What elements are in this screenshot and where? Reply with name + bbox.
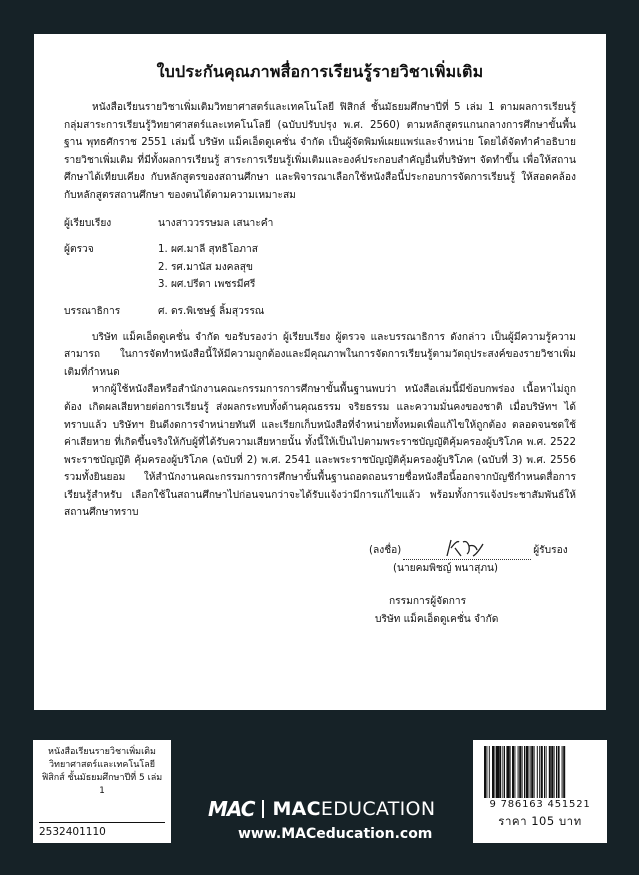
book-code: 2532401110 <box>39 826 106 838</box>
brand-separator <box>262 800 264 818</box>
brand-logo <box>208 797 458 821</box>
editor-label: บรรณาธิการ <box>64 305 121 317</box>
editor-row <box>64 303 576 321</box>
author-label: ผู้เรียบเรียง <box>64 217 112 229</box>
credits-section <box>64 215 576 321</box>
reviewer-item: 3. ผศ.ปรีดา เพชรมีศรี <box>158 279 256 291</box>
signature-dots <box>403 550 531 560</box>
signer-organization <box>375 593 576 628</box>
signer-company: บริษัท แม็คเอ็ดดูเคชั่น จำกัด <box>375 613 499 625</box>
reviewers-row <box>64 241 576 294</box>
signer-name: (นายคมพิชญ์ พนาสุภน) <box>393 562 498 574</box>
isbn-number: 9 786163 451521 <box>489 799 591 810</box>
page-title: ใบประกันคุณภาพสื่อการเรียนรู้รายวิชาเพิ่มเติม <box>156 62 484 81</box>
intro-paragraph: หนังสือเรียนรายวิชาเพิ่มเติมวิทยาศาสตร์และเทคโนโลยี ฟิสิกส์ ชั้นมัธยมศึกษาปีที่ 5 เล่ม 1 ตามผลการเรียนรู้ กลุ่มสาระการเรียนรู้วิทยาศาสตร์และเทคโนโลยี (ฉบับปรับปรุง พ.ศ. 2560) ตามหลักสูตรแกนกลางการศึกษาขั้นพื้นฐาน พุทธศักราช 2551 เล่มนี้ บริษัท แม็คเอ็ดดูเคชั่น จำกัด เป็นผู้จัดพิมพ์เผยแพร่และจำหน่าย โดยได้จัดทำคำอธิบายรายวิชาเพิ่มเติม ที่มีทั้งผลการเรียนรู้ สาระการเรียนรู้เพิ่มเติมและองค์ประกอบสำคัญอื่นที่บริษัทฯ จัดทำขึ้น เพื่อให้สถานศึกษาได้เทียบเคียง กับหลักสูตรของสถานศึกษา และพิจารณาเลือกใช้หนังสือนี้ประกอบการจัดการเรียนรู้ ให้สอดคล้องกับหลักสูตรสถานศึกษา ของตนได้ตามความเหมาะสม <box>64 102 576 201</box>
handwritten-signature <box>443 536 487 560</box>
brand-name-rest: EDUCATION <box>320 798 436 820</box>
signer-position: กรรมการผู้จัดการ <box>389 596 467 608</box>
reviewer-item: 2. รศ.มานัส มงคลสุข <box>158 261 253 273</box>
book-title-line: หนังสือเรียนรายวิชาเพิ่มเติม <box>48 747 156 757</box>
author-name: นางสาววรรษมล เสนาะคำ <box>158 217 274 229</box>
signed-suffix: ผู้รับรอง <box>533 545 568 557</box>
brand-name <box>272 798 435 820</box>
signature-block <box>369 542 576 628</box>
price-label: ราคา 105 บาท <box>498 814 582 828</box>
divider <box>39 822 165 823</box>
liability-paragraph: หากผู้ใช้หนังสือหรือสำนักงานคณะกรรมการการศึกษาขั้นพื้นฐานพบว่า หนังสือเล่มนี้มีข้อบกพร่อง เนื้อหาไม่ถูกต้อง เกิดผลเสียหายต่อการเรียนรู้ ส่งผลกระทบทั้งด้านคุณธรรม จริยธรรม และความมั่นคงของชาติ เมื่อบริษัทฯ ได้ทราบแล้ว บริษัทฯ ยินดีงดการจำหน่ายทันที และเรียกเก็บหนังสือที่จำหน่ายทั้งหมดเพื่อแก้ไขให้ถูกต้อง ตลอดจนชดใช้ค่าเสียหาย ที่เกิดขึ้นจริงให้กับผู้ที่ได้รับความเสียหายนั้น ทั้งนี้ให้เป็นไปตามพระราชบัญญัติคุ้มครองผู้บริโภค พ.ศ. 2522 พระราชบัญญัติ คุ้มครองผู้บริโภค (ฉบับที่ 2) พ.ศ. 2541 และพระราชบัญญัติคุ้มครองผู้บริโภค (ฉบับที่ 3) พ.ศ. 2556 รวมทั้งยินยอม ให้สำนักงานคณะกรรมการการศึกษาขั้นพื้นฐานถอดถอนรายชื่อหนังสือนี้ออกจากบัญชีกำหนดสื่อการเรียนรู้สำหรับ เลือกใช้ในสถานศึกษาไปก่อนจนกว่าจะได้รับแจ้งว่ามีการแก้ไขแล้ว พร้อมทั้งการแจ้งประชาสัมพันธ์ให้สถานศึกษาทราบ <box>64 384 576 519</box>
reviewers-label: ผู้ตรวจ <box>64 244 94 256</box>
signed-prefix: (ลงชื่อ) <box>369 545 402 557</box>
reviewers-list <box>158 241 258 294</box>
certification-paragraph: บริษัท แม็คเอ็ดดูเคชั่น จำกัด ขอรับรองว่า ผู้เรียบเรียง ผู้ตรวจ และบรรณาธิการ ดังกล่าว เป็นผู้มีความรู้ความสามารถ ในการจัดทำหนังสือนี้ให้มีความถูกต้องและมีคุณภาพในการจัดการเรียนรู้ตามวัตถุประสงค์ของรายวิชาเพิ่มเติมที่กำหนด <box>64 331 576 378</box>
barcode-box <box>473 740 607 843</box>
book-title-line: วิทยาศาสตร์และเทคโนโลยี <box>48 760 156 770</box>
editor-name: ศ. ดร.พิเชษฐ์ ลิ้มสุวรรณ <box>158 305 265 317</box>
signature-line <box>369 542 576 560</box>
certificate-page <box>34 34 606 710</box>
brand-mark: MAC <box>208 797 255 821</box>
barcode-icon <box>483 746 597 798</box>
author-row <box>64 215 576 233</box>
book-title-line: ฟิสิกส์ ชั้นมัธยมศึกษาปีที่ 5 เล่ม 1 <box>41 773 163 796</box>
reviewer-item: 1. ผศ.มาลี สุทธิโอภาส <box>158 244 258 256</box>
website-url: www.MACeducation.com <box>238 826 433 842</box>
book-info-box <box>33 740 171 843</box>
brand-name-bold: MAC <box>272 798 321 820</box>
